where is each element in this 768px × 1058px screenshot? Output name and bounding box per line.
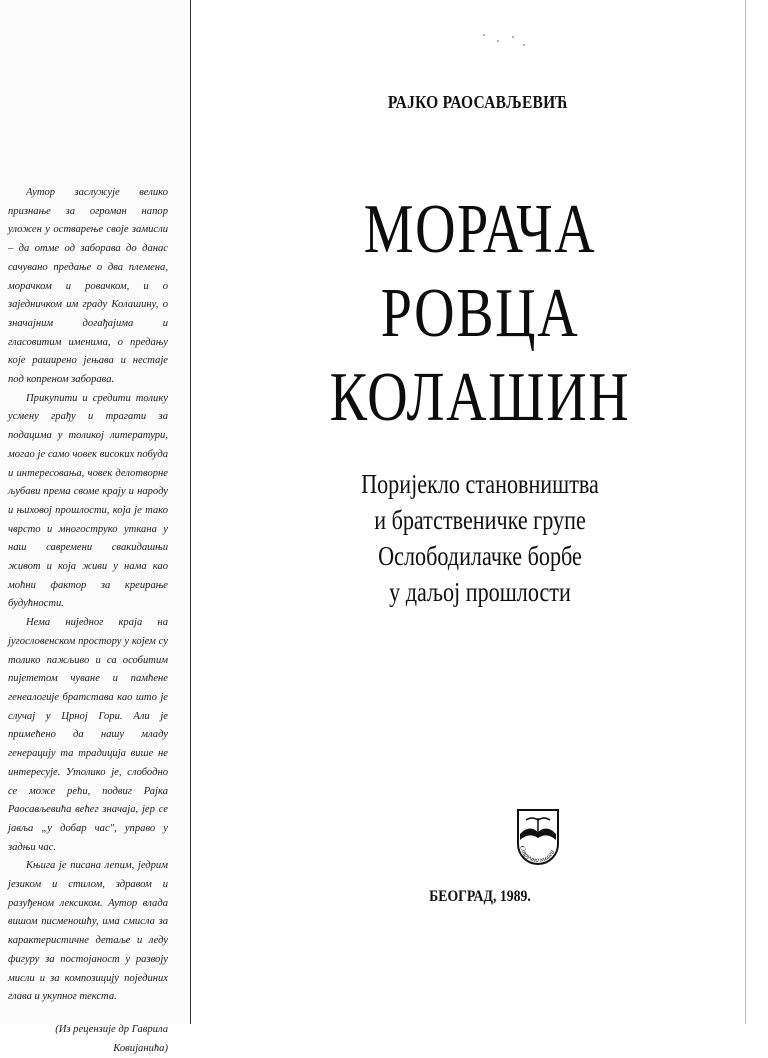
review-blurb	[8, 184, 168, 1058]
title-line: КОЛАШИН	[329, 359, 631, 436]
title-line: РОВЦА	[380, 275, 580, 352]
blurb-paragraph: Прикупити и средити толику усмену грађу и трагати за подацима у толикој литератури, могао је само човек високих побуда и интересовања, човек делотворне љубави према своме крају и народу и њиховој прошлости, која је тако чврсто и многоструко уткана у наш савремени свакидашњи живот и која живи у нама као моћни фактор за креирање будућности.	[8, 392, 168, 610]
book-title	[192, 188, 768, 440]
blurb-paragraph: Аутор заслужује велико признање за огроман напор уложен у остварење своје замисли – да отме од заборава до данас сачувано предање о два племена, морачком и ровачком, и о заједничком им граду Колашину, о значајним догађајима и гласовитим именима, о предању које раширено јењава и нестаје под копреном заборава.	[8, 187, 168, 386]
blurb-paragraph: Нема ниједног краја на југословенском простору у којем су толико пажљиво и са особитим пијететом чуване и памћене генеалогије братстава као што је случај у Црној Гори. Али је примећено да нашу младу генерацију та традиција више не интересује. Утолико је, слободно се може рећи, подвиг Рајка Раосављевића већег значаја, јер се јавља „у добар час", управо у задњи час.	[8, 617, 168, 853]
imprint-place-year: БЕОГРАД, 1989.	[429, 888, 531, 905]
publisher-logo-icon	[514, 800, 562, 900]
scan-speck	[497, 40, 499, 42]
scan-speck	[512, 36, 514, 38]
blurb-paragraph: Књига је писана лепим, једрим језиком и стилом, здравом и разуђеном лексиком. Аутор влада вишом писменошћу, има смисла за карактеристичне детаље и леду фигуру за постојаност у развоју мисли и за композицију појединих глава и укупног текста.	[8, 860, 168, 1003]
subtitle-line: Ослободилачке борбе	[378, 541, 582, 571]
scan-speck	[483, 34, 485, 36]
review-credit: (Из рецензије др Гаврила Ковијанића)	[55, 1023, 168, 1054]
publisher-logo-text: Стручна књига	[518, 844, 557, 865]
back-cover-page	[0, 0, 191, 1054]
subtitle-line: и братственичке групе	[374, 505, 586, 535]
scan-speck	[523, 44, 525, 46]
book-subtitle	[192, 466, 768, 610]
svg-text:Стручна књига	[518, 845, 556, 864]
subtitle-line: у даљој прошлости	[389, 577, 571, 607]
subtitle-line: Поријекло становништва	[361, 469, 599, 499]
author-name: РАЈКО РАОСАВЉЕВИЋ	[387, 92, 569, 112]
title-line: МОРАЧА	[363, 191, 597, 268]
